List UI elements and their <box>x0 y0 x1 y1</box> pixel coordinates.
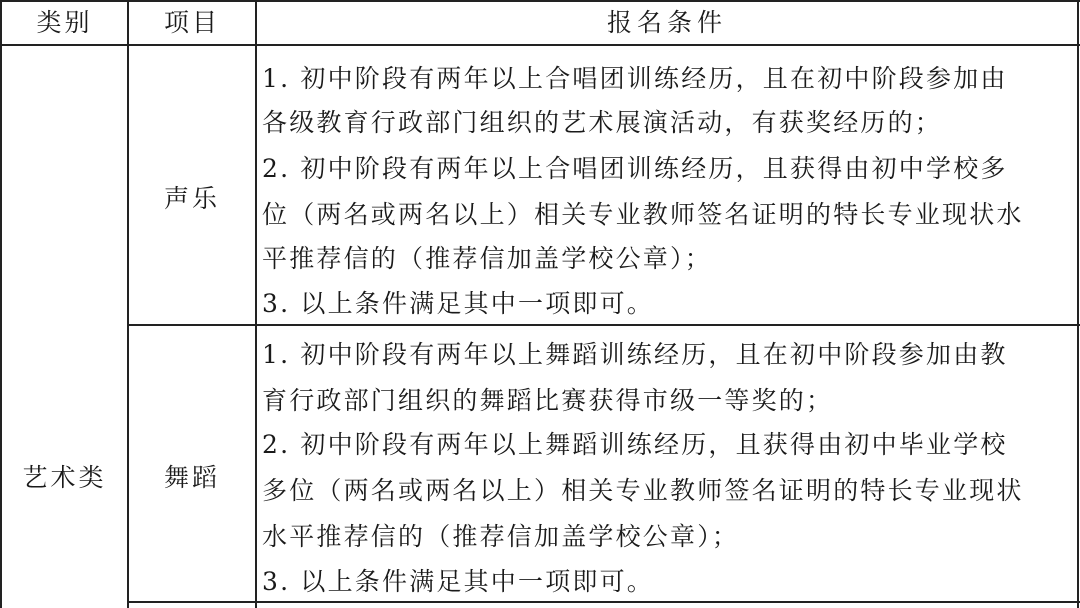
dance-condition-line: 1. 初中阶段有两年以上舞蹈训练经历，且在初中阶段参加由教 <box>262 340 1008 369</box>
category-label: 艺术类 <box>22 463 107 492</box>
dance-condition-line: 2. 初中阶段有两年以上舞蹈训练经历，且获得由初中毕业学校 <box>262 430 1008 459</box>
header-category: 类别 <box>36 8 93 37</box>
table-left-border <box>0 0 2 608</box>
header-bottom-border <box>0 44 1080 46</box>
item-label-vocal: 声乐 <box>163 184 220 213</box>
table-right-border <box>1077 0 1079 608</box>
vocal-condition-line: 平推荐信的（推荐信加盖学校公章）； <box>262 244 712 273</box>
table-top-border <box>0 0 1080 2</box>
dance-condition-line: 水平推荐信的（推荐信加盖学校公章）； <box>262 522 740 551</box>
vocal-condition-line: 位（两名或两名以上）相关专业教师签名证明的特长专业现状水 <box>262 200 1024 229</box>
vocal-condition-line: 1. 初中阶段有两年以上合唱团训练经历，且在初中阶段参加由 <box>262 64 1008 93</box>
vocal-condition-line: 2. 初中阶段有两年以上合唱团训练经历，且获得由初中学校多 <box>262 154 1008 183</box>
column-divider-2 <box>255 0 257 608</box>
vocal-condition-line: 3. 以上条件满足其中一项即可。 <box>262 289 655 318</box>
header-item: 项目 <box>163 8 220 37</box>
column-divider-1 <box>127 0 129 608</box>
dance-condition-line: 3. 以上条件满足其中一项即可。 <box>262 567 655 596</box>
item-label-dance: 舞蹈 <box>163 463 220 492</box>
dance-condition-line: 育行政部门组织的舞蹈比赛获得市级一等奖的； <box>262 386 834 415</box>
header-conditions: 报名条件 <box>606 8 727 37</box>
vocal-condition-line: 各级教育行政部门组织的艺术展演活动，有获奖经历的； <box>262 108 943 137</box>
row-divider-next <box>128 601 1080 603</box>
row-divider-vocal-dance <box>128 324 1080 326</box>
dance-condition-line: 多位（两名或两名以上）相关专业教师签名证明的特长专业现状 <box>262 476 1024 505</box>
